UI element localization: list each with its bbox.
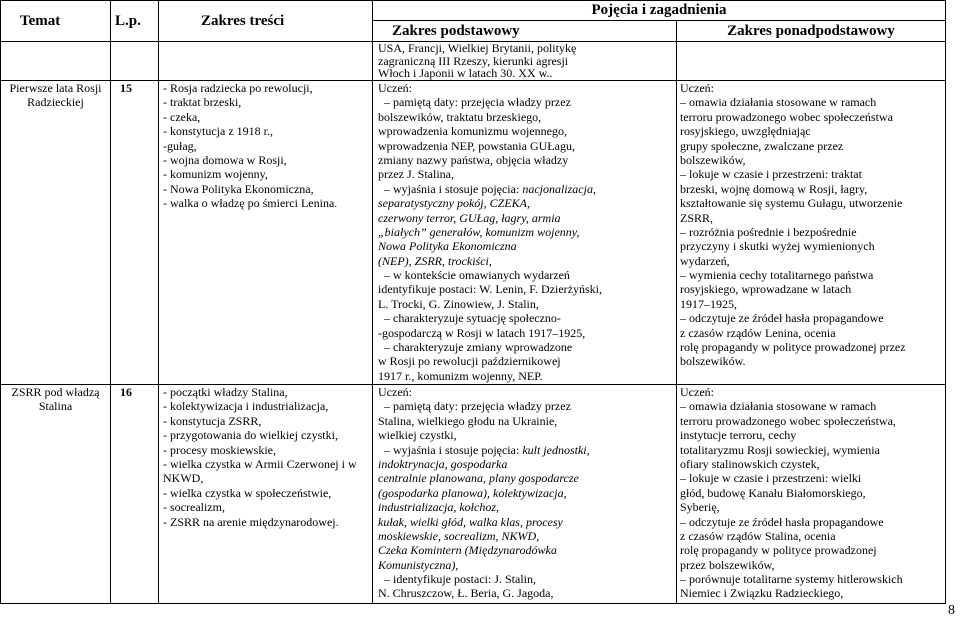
text-line: L. Trocki, G. Zinowiew, J. Stalin, <box>378 296 539 311</box>
italic-text-segment: Czeka Komintern (Międzynarodówka <box>378 543 557 558</box>
text-line: ofiary stalinowskich czystek, <box>680 456 820 471</box>
text-line: - początki władzy Stalina, <box>163 385 288 399</box>
text-line: rosyjskiego, uwzględniając <box>680 124 811 139</box>
text-line: NKWD, <box>163 471 204 486</box>
text-line: Pierwsze lata Rosji <box>9 81 102 95</box>
lp-cell: 15 <box>120 81 132 95</box>
text-line: bolszewików. <box>680 354 746 369</box>
text-line: - wielka czystka w społeczeństwie, <box>163 485 332 500</box>
text-line: - socrealizm, <box>163 500 225 515</box>
text-line: przyczyny i skutki wyżej wymienionych <box>680 239 875 254</box>
text-line: – odczytuje ze źródeł hasła propagandowe <box>680 514 884 529</box>
text-line: USA, Francji, Wielkiej Brytanii, politykę <box>378 41 577 55</box>
text-line: N. Chruszczow, Ł. Beria, G. Jagoda, <box>378 586 554 601</box>
text-line <box>378 196 676 210</box>
italic-text-segment: Komunistyczna), <box>378 557 459 572</box>
header-lp: L.p. <box>115 13 141 29</box>
temat-cell <box>1 385 110 603</box>
italic-text-segment: industrializacja, kołchoz, <box>378 500 499 515</box>
zakres-ponadpodstawowy-cell <box>677 81 945 384</box>
text-line: Syberię, <box>680 500 720 515</box>
text-line: – porównuje totalitarne systemy hitlerowskich <box>680 572 903 587</box>
text-line <box>378 486 676 500</box>
text-line: 1917 r., komunizm wojenny, NEP. <box>378 368 543 383</box>
text-line: zmiany nazwy państwa, objęcia władzy <box>378 152 569 167</box>
header-temat: Temat <box>20 13 61 29</box>
text-line: – lokuje w czasie i przestrzeni: wielki <box>680 471 862 486</box>
text-line: głód, budowę Kanału Białomorskiego, <box>680 485 866 500</box>
italic-text-segment: (NEP), ZSRR, trockiści, <box>378 253 492 268</box>
text-line: - kolektywizacja i industrializacja, <box>163 399 329 414</box>
text-line: – wymienia cechy totalitarnego państwa <box>680 268 874 283</box>
text-line: - Rosja radziecka po rewolucji, <box>163 81 313 95</box>
text-line: - ZSRR na arenie międzynarodowej. <box>163 514 339 529</box>
header-zakres-tresci: Zakres treści <box>201 13 285 29</box>
italic-text-segment: centralnie planowana, plany gospodarcze <box>378 471 579 486</box>
text-line: brzeski, wojnę domową w Rosji, łagry, <box>680 181 868 196</box>
text-line: z czasów rządów Lenina, ocenia <box>680 325 836 340</box>
table-rule-bottom <box>0 603 946 604</box>
text-line: bolszewików, traktatu brzeskiego, <box>378 109 542 124</box>
text-line: – w kontekście omawianych wydarzeń <box>384 268 570 283</box>
text-line: instytucje terroru, cechy <box>680 428 797 443</box>
text-line <box>378 457 676 471</box>
italic-text-segment: „białych” generałów, komunizm wojenny, <box>378 224 580 239</box>
header-zakres-ponadpodstawowy: Zakres ponadpodstawowy <box>727 23 895 39</box>
text-line <box>378 500 676 514</box>
italic-text-segment: indoktrynacja, gospodarka <box>378 456 508 471</box>
text-line: – omawia działania stosowane w ramach <box>680 95 877 110</box>
italic-text-segment: moskiewskie, socrealizm, NKWD, <box>378 528 540 543</box>
header-zakres-podstawowy: Zakres podstawowy <box>392 23 520 39</box>
text-line: rolę propagandy w polityce prowadzonej przez <box>680 340 906 355</box>
text-line: – identyfikuje postaci: J. Stalin, <box>384 572 536 587</box>
text-line: przez bolszewików, <box>680 557 775 572</box>
text-line: identyfikuje postaci: W. Lenin, F. Dzierżyński, <box>378 282 602 297</box>
italic-text-segment: kult jednostki, <box>522 442 590 457</box>
text-line: Stalina, wielkiego głodu na Ukrainie, <box>378 413 558 428</box>
zakres-ponadpodstawowy-cell <box>677 385 945 603</box>
text-line: – odczytuje ze źródeł hasła propagandowe <box>680 311 884 326</box>
text-line: totalitaryzmu Rosji sowieckiej, wymienia <box>680 442 880 457</box>
text-line <box>378 529 676 543</box>
text-line: - walka o władzę po śmierci Lenina. <box>163 196 338 211</box>
text-line <box>378 239 676 253</box>
text-line: Uczeń: <box>378 81 412 95</box>
text-line: rolę propagandy w polityce prowadzonej <box>680 543 877 558</box>
text-line: 1917–1925, <box>680 296 737 311</box>
zakres-tresci-cell <box>159 81 372 384</box>
text-line: ZSRR pod władzą <box>11 385 100 399</box>
text-line: przez J. Stalina, <box>378 167 454 182</box>
text-line: w Rosji po rewolucji październikowej <box>378 354 561 369</box>
continuation-podstawowy-cell <box>373 42 676 80</box>
text-line: Niemiec i Związku Radzieckiego, <box>680 586 844 601</box>
text-segment: – wyjaśnia i stosuje pojęcia: <box>384 442 523 457</box>
text-line: - Nowa Polityka Ekonomiczna, <box>163 181 314 196</box>
text-line: grupy społeczne, zwalczane przez <box>680 138 844 153</box>
text-line: bolszewików, <box>680 152 746 167</box>
text-line: -gułag, <box>163 138 197 153</box>
italic-text-segment: (gospodarka planowa), kolektywizacja, <box>378 485 567 500</box>
text-line: wydarzeń, <box>680 253 730 268</box>
text-line: - wojna domowa w Rosji, <box>163 152 287 167</box>
header-pojecia-i-zagadnienia: Pojęcia i zagadnienia <box>591 2 727 18</box>
zakres-tresci-cell <box>159 385 372 603</box>
text-line <box>378 225 676 239</box>
text-line: zagraniczną III Rzeszy, kierunki agresji <box>378 53 569 68</box>
text-line: ZSRR, <box>680 210 714 225</box>
text-line: -gospodarczą w Rosji w latach 1917–1925, <box>378 325 586 340</box>
lp-cell: 16 <box>120 385 132 399</box>
text-line: Radzieckiej <box>27 95 84 110</box>
text-line: - komunizm wojenny, <box>163 167 268 182</box>
table-rule-right <box>945 0 946 604</box>
text-line: - procesy moskiewskie, <box>163 442 276 457</box>
table-row <box>0 81 945 384</box>
text-line <box>378 443 676 457</box>
italic-text-segment: separatystyczny pokój, CZEKA, <box>378 196 530 211</box>
text-line: Uczeń: <box>378 385 412 399</box>
text-line: Uczeń: <box>680 385 714 399</box>
zakres-podstawowy-cell <box>373 81 676 384</box>
text-line: wielkiej czystki, <box>378 428 457 443</box>
text-line: - konstytucja ZSRR, <box>163 413 262 428</box>
text-line: – charakteryzuje sytuację społeczno- <box>384 311 561 326</box>
text-line <box>378 182 676 196</box>
text-line: wprowadzenia NEP, powstania GUŁagu, <box>378 138 575 153</box>
text-line: Stalina <box>38 399 73 414</box>
text-line: – charakteryzuje zmiany wprowadzone <box>384 340 573 355</box>
zakres-podstawowy-cell <box>373 385 676 603</box>
text-line: - konstytucja z 1918 r., <box>163 124 273 139</box>
text-line: – pamiętą daty: przejęcia władzy przez <box>384 399 571 414</box>
italic-text-segment: Nowa Polityka Ekonomiczna <box>378 239 517 254</box>
text-line: – omawia działania stosowane w ramach <box>680 399 877 414</box>
text-line: - traktat brzeski, <box>163 95 242 110</box>
text-line <box>378 254 676 268</box>
text-line: – lokuje w czasie i przestrzeni: traktat <box>680 167 862 182</box>
text-line: - czeka, <box>163 109 201 124</box>
text-line: Włoch i Japonii w latach 30. XX w.. <box>378 66 553 81</box>
text-line <box>378 543 676 557</box>
text-line <box>378 211 676 225</box>
text-line <box>378 515 676 529</box>
text-line: - wielka czystka w Armii Czerwonej i w <box>163 456 357 471</box>
text-line: – rozróżnia pośrednie i bezpośrednie <box>680 224 857 239</box>
text-line: terroru prowadzonego wobec społeczeństwa, <box>680 413 896 428</box>
text-line <box>378 471 676 485</box>
text-line: wprowadzenia komunizmu wojennego, <box>378 124 567 139</box>
text-line: - przygotowania do wielkiej czystki, <box>163 428 338 443</box>
italic-text-segment: czerwony terror, GUŁag, łagry, armia <box>378 210 561 225</box>
page-number: 8 <box>948 603 955 618</box>
text-line: – pamiętą daty: przejęcia władzy przez <box>384 95 571 110</box>
text-line: terroru prowadzonego wobec społeczeństwa <box>680 109 893 124</box>
text-line: rosyjskiego, wprowadzane w latach <box>680 282 852 297</box>
text-line <box>378 558 676 572</box>
temat-cell <box>1 81 110 384</box>
table-row <box>0 385 945 603</box>
italic-text-segment: nacjonalizacja, <box>522 181 596 196</box>
text-line: Uczeń: <box>680 81 714 95</box>
text-line: z czasów rządów Stalina, ocenia <box>680 528 836 543</box>
text-segment: – wyjaśnia i stosuje pojęcia: <box>384 181 523 196</box>
italic-text-segment: kułak, wielki głód, walka klas, procesy <box>378 514 563 529</box>
text-line: kształtowanie się systemu Gułagu, utworzenie <box>680 196 903 211</box>
